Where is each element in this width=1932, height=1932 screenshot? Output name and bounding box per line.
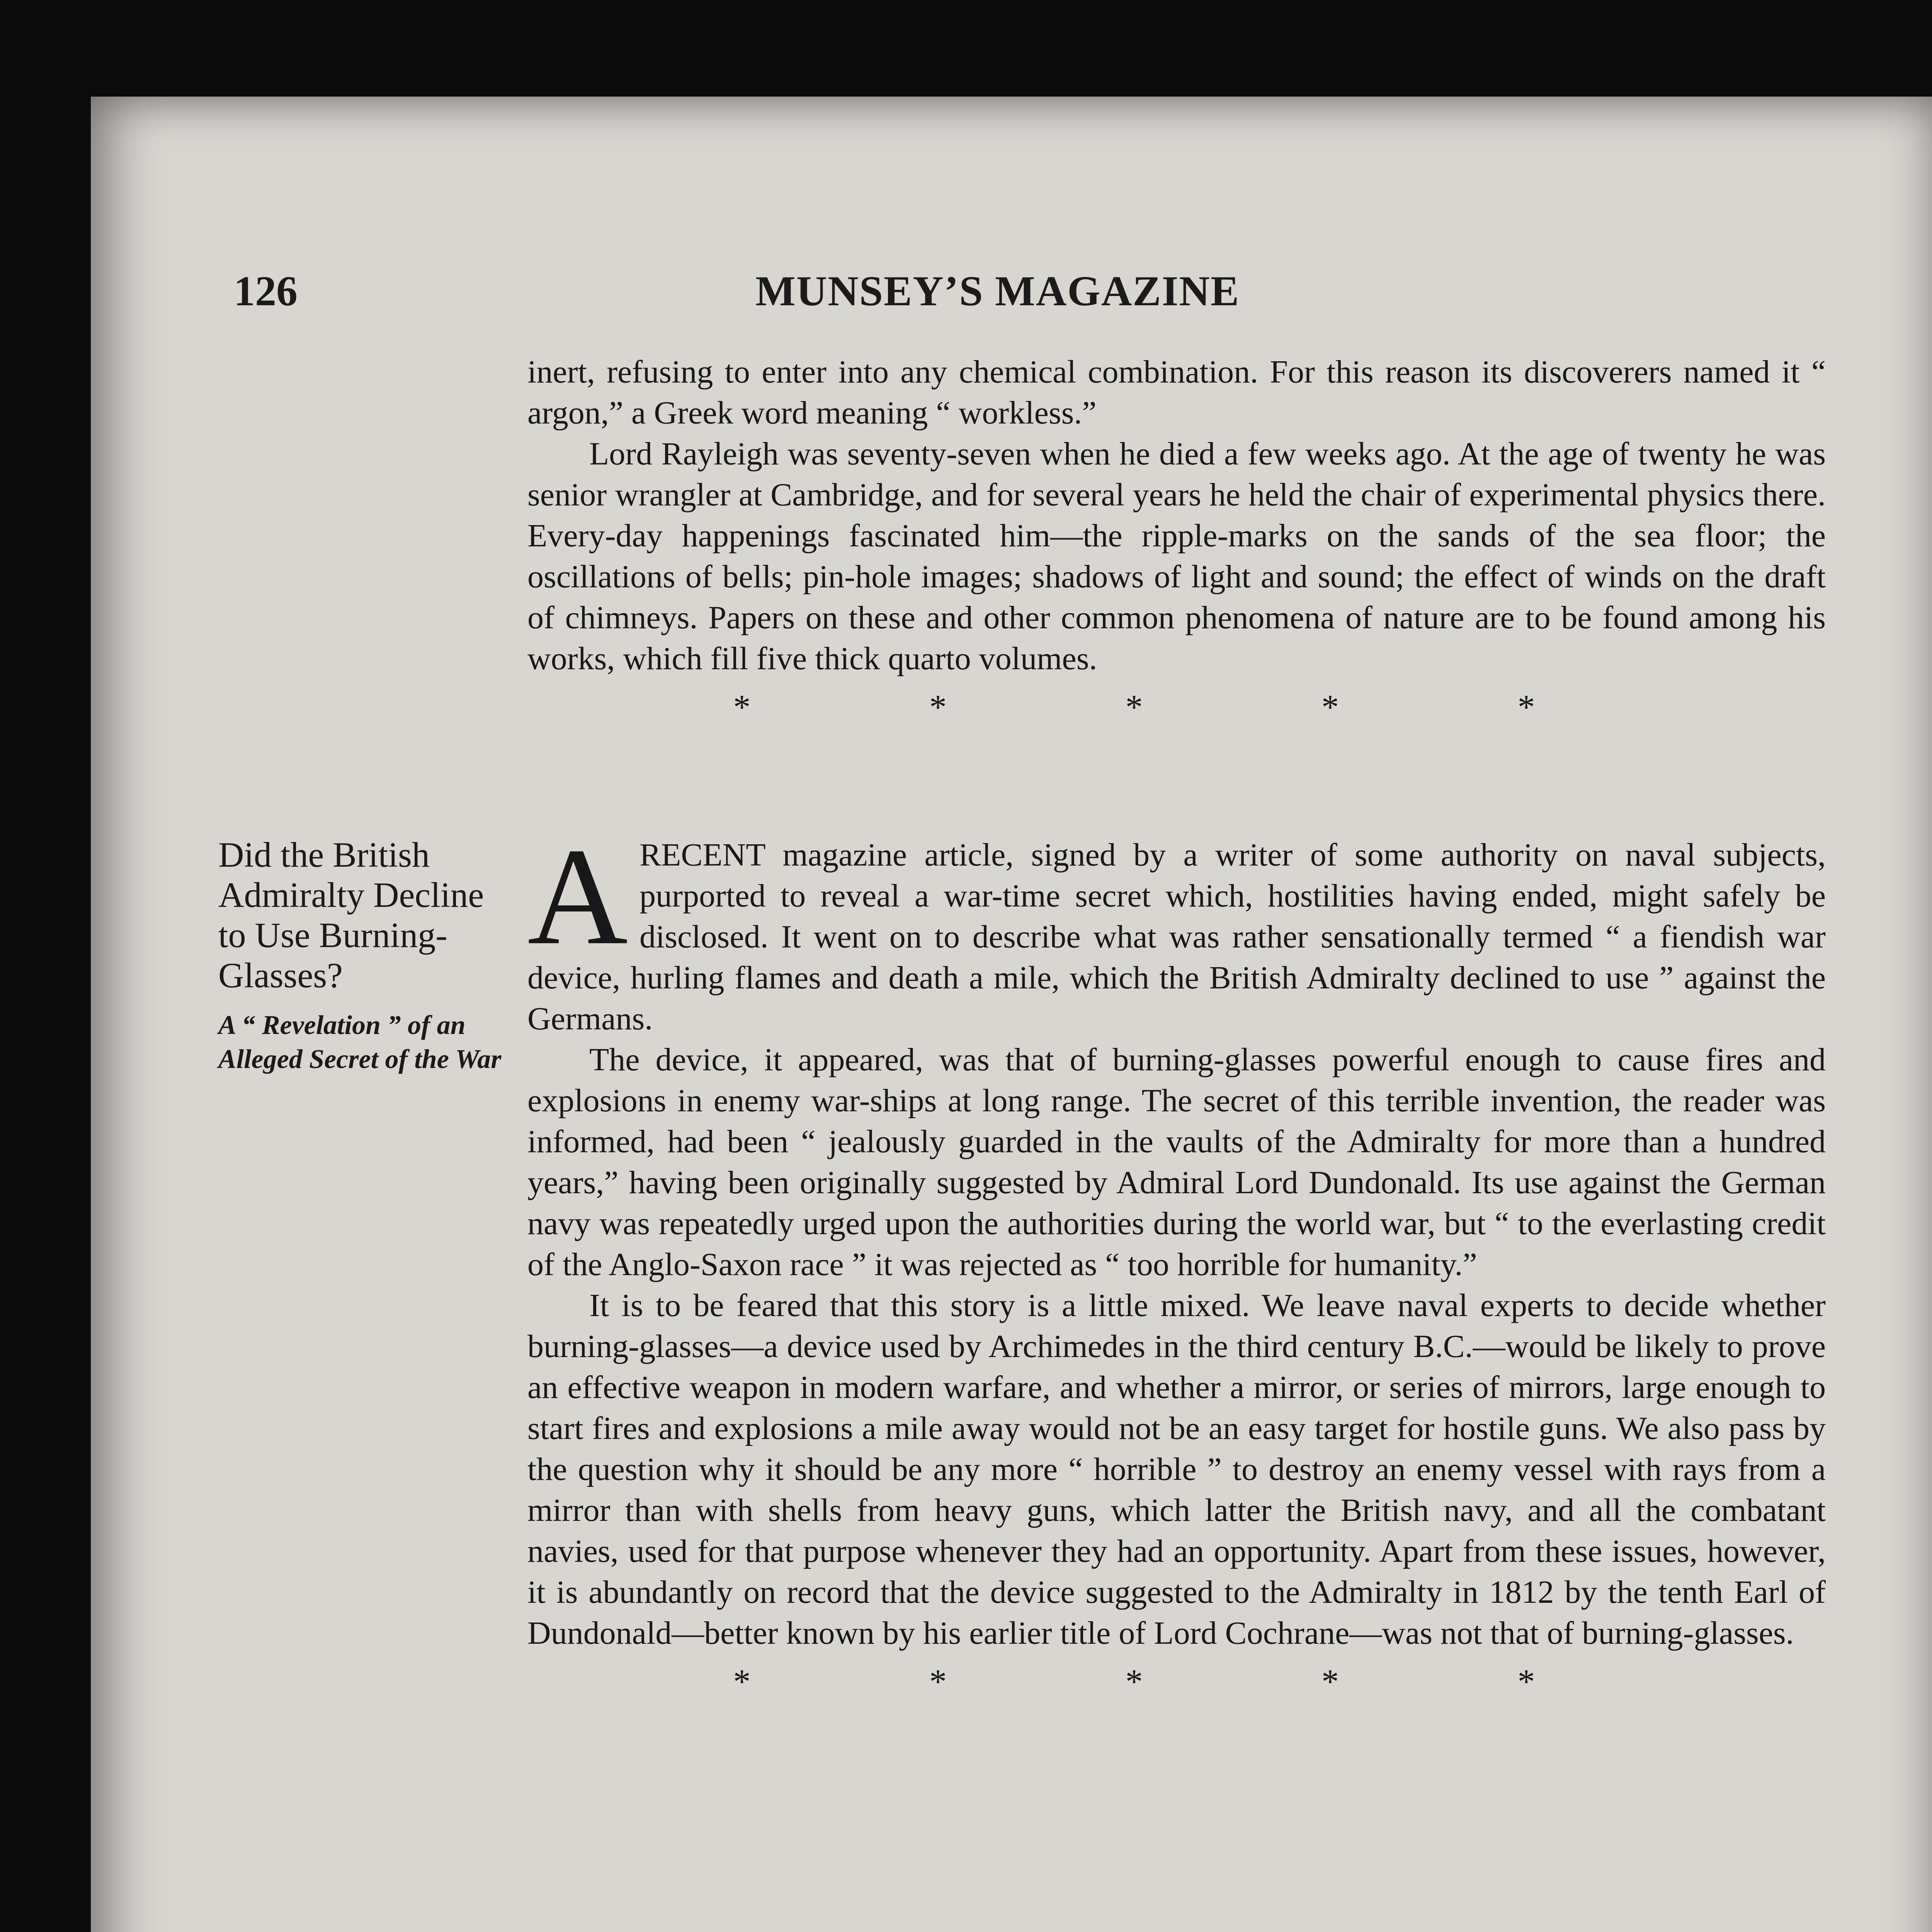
paragraph bbox=[527, 819, 1826, 1039]
section-separator: * * * * * bbox=[733, 1663, 1620, 1701]
drop-cap: A bbox=[527, 819, 628, 973]
paragraph: The device, it appeared, was that of burning-glasses powerful enough to cause fires and explosions in enemy war-ships at long range. The secret of this terrible invention, the reader was informed, had been “ jealously guarded in the vaults of the Admiralty for more than a hundred years,” having been originally suggested by Admiral Lord Dundonald. Its use against the German navy was repeatedly urged upon the authorities during the world war, but “ to the everlasting credit of the Anglo-Saxon race ” it was rejected as “ too horrible for humanity.” bbox=[527, 1042, 1826, 1282]
paragraph: It is to be feared that this story is a little mixed. We leave naval experts to decide whether burning-glasses—a device used by Archimedes in the third century B.C.—would be likely to prove an effective weapon in modern warfare, and whether a mirror, or series of mirrors, large enough to start fires and explosions a mile away would not be an easy target for hostile guns. We also pass by the question why it should be any more “ horrible ” to destroy an enemy vessel with rays from a mirror than with shells from heavy guns, which latter the British navy, and all the combatant navies, used for that purpose whenever they had an opportunity. Apart from these issues, however, it is abundantly on record that the device suggested to the Admiralty in 1812 by the tenth Earl of Dundonald—better known by his earlier title of Lord Cochrane—was not that of burning-glasses. bbox=[527, 1287, 1826, 1651]
section-burning-glasses bbox=[527, 819, 1826, 1710]
magazine-page bbox=[91, 97, 1932, 1932]
sidebar-heading-burning-glasses: Did the British Admiralty Decline to Use Burning-Glasses? bbox=[218, 835, 484, 995]
paragraph: inert, refusing to enter into any chemical combination. For this reason its discoverers named it “ argon,” a Greek word meaning “ workless.” bbox=[527, 354, 1826, 431]
sidebar-subheading-burning-glasses: A “ Revelation ” of an Alleged Secret of the War bbox=[218, 1010, 502, 1074]
paragraph: Lord Rayleigh was seventy-seven when he died a few weeks ago. At the age of twenty he was senior wrangler at Cambridge, and for several years he held the chair of experimental physics there. Every-day happenings fascinated him—the ripple-marks on the sands of the sea floor; the oscillations of bells; pin-hole images; shadows of light and sound; the effect of winds on the draft of chimneys. Papers on these and other common phenomena of nature are to be found among his works, which fill five thick quarto volumes. bbox=[527, 436, 1826, 677]
section-separator: * * * * * bbox=[733, 688, 1620, 726]
page-number: 126 bbox=[234, 267, 298, 315]
paragraph-text: RECENT magazine article, signed by a writer of some authority on naval subjects, purported to reveal a war-time secret which, hostilities having ended, might safely be disclosed. It went on to describe what was rather sensationally termed “ a fiendish war device, hurling flames and death a mile, which the British Admiralty declined to use ” against the Germans. bbox=[527, 837, 1826, 1037]
section-rayleigh bbox=[527, 352, 1826, 736]
running-head: MUNSEY’S MAGAZINE bbox=[755, 267, 1240, 315]
